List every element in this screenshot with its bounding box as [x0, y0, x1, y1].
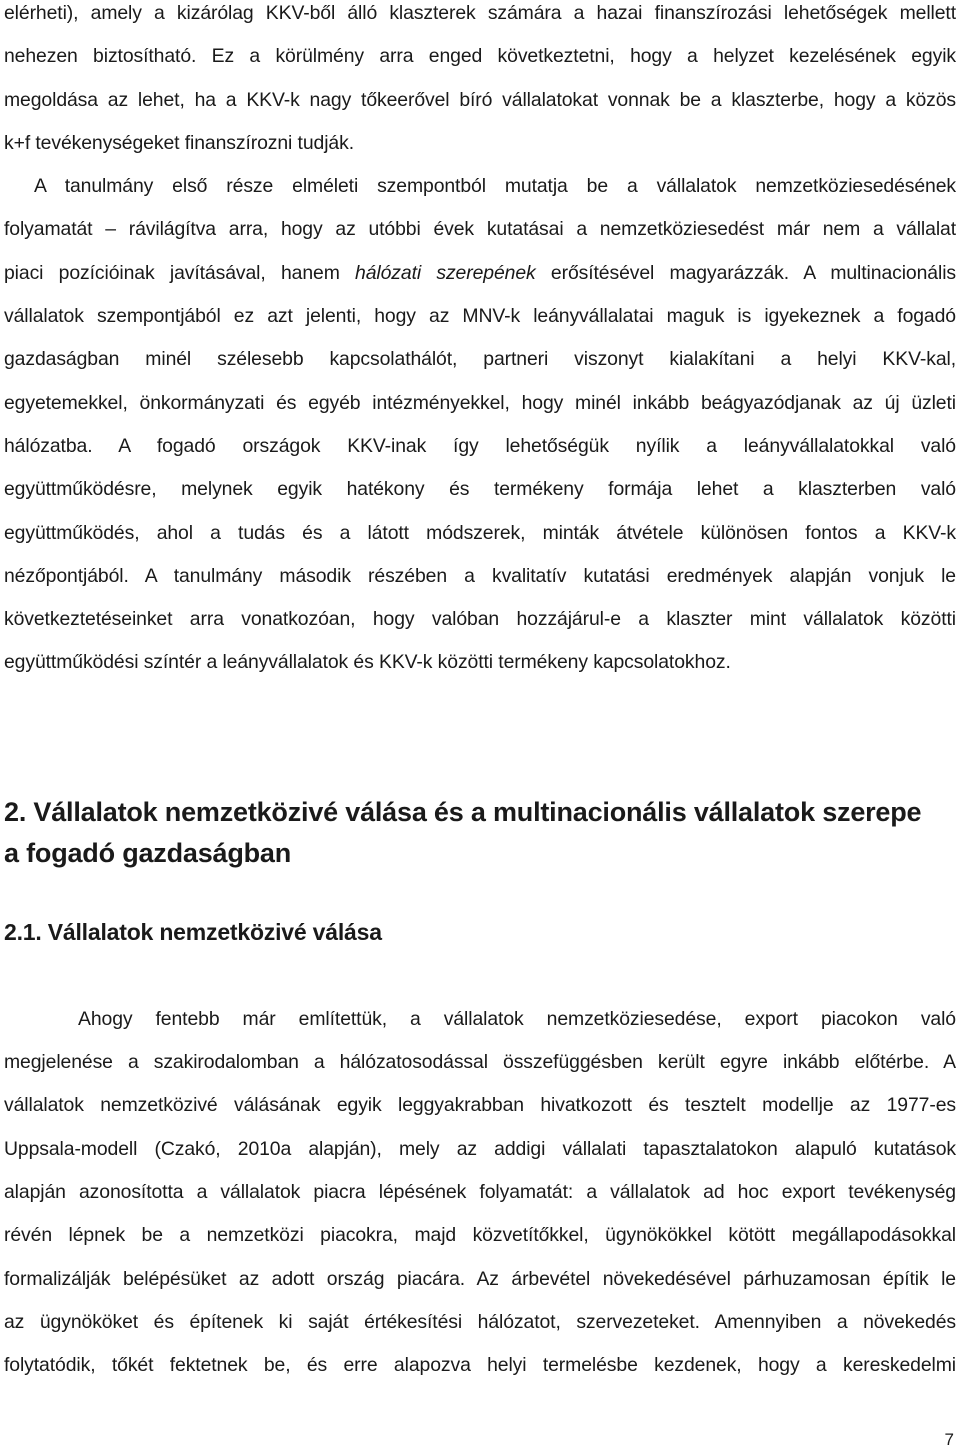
text-line: hálózatba. A fogadó országok KKV-inak így lehetőségük nyílik a leányvállalatokkal való: [4, 434, 956, 457]
document-page: [4, 0, 956, 1387]
text-line: megoldása az lehet, ha a KKV-k nagy tőkeerővel bíró vállalatokat vonnak be a klaszterbe, hogy a közös: [4, 88, 956, 111]
paragraph-intro-end: [4, 0, 956, 165]
text-line: révén lépnek be a nemzetközi piacokra, majd közvetítőkkel, ügynökökkel kötött megállapodásokkal: [4, 1224, 956, 1247]
text-segment: piaci pozícióinak javításával, hanem: [4, 261, 356, 284]
text-line: A tanulmány első része elméleti szempontból mutatja be a vállalatok nemzetköziesedésének: [34, 175, 956, 198]
text-line: gazdaságban minél szélesebb kapcsolathálót, partneri viszonyt kialakítani a helyi KKV-kal,: [4, 348, 956, 371]
text-segment: erősítésével magyarázzák. A multinacionális: [535, 261, 956, 284]
text-line: megjelenése a szakirodalomban a hálózatosodással összefüggésben került egyre inkább előtérbe. A: [4, 1051, 956, 1074]
text-line: együttműködésre, melynek egyik hatékony és termékeny formája lehet a klaszterben való: [4, 478, 956, 501]
text-line-with-italic: [4, 252, 956, 295]
text-line: Ahogy fentebb már említettük, a vállalatok nemzetköziesedése, export piacokon való: [78, 1007, 956, 1030]
text-line: vállalatok nemzetközivé válásának egyik leggyakrabban hivatkozott és tesztelt modellje az 1977-es: [4, 1094, 956, 1117]
text-line: együttműködési színtér a leányvállalatok és KKV-k közötti termékeny kapcsolatokhoz.: [4, 651, 731, 674]
text-line: következtetéseinket arra vonatkozóan, hogy valóban hozzájárul-e a klaszter mint vállalatok közötti: [4, 608, 956, 631]
text-line: vállalatok szempontjából ez azt jelenti, hogy az MNV-k leányvállalatai maguk is igyekeznek a fogadó: [4, 305, 956, 328]
paragraph-study-overview: [4, 165, 956, 685]
page-number: 7: [944, 1430, 954, 1449]
text-line: folyamatát – rávilágítva arra, hogy az utóbbi évek kutatásai a nemzetköziesedést már nem a vállalat: [4, 218, 956, 241]
text-line: k+f tevékenységeket finanszírozni tudják.: [4, 131, 354, 154]
paragraph-uppsala-model: [4, 998, 956, 1388]
section-heading-line: a fogadó gazdaságban: [4, 837, 292, 868]
text-line: folytatódik, tőkét fektetnek be, és erre alapozva helyi termelésbe kezdenek, hogy a kereskedelmi: [4, 1354, 956, 1377]
text-line: alapján azonosította a vállalatok piacra lépésének folyamatát: a vállalatok ad hoc export tevékenység: [4, 1180, 956, 1203]
section-heading-line: 2. Vállalatok nemzetközivé válása és a multinacionális vállalatok szerepe: [4, 796, 922, 827]
text-line: az ügynököket és építenek ki saját értékesítési hálózatot, szervezeteket. Amennyiben a növekedés: [4, 1310, 956, 1333]
text-line: elérheti), amely a kizárólag KKV-ből álló klaszterek számára a hazai finanszírozási lehetőségek mellett: [4, 2, 956, 24]
section-heading: [4, 792, 956, 874]
text-line: nehezen biztosítható. Ez a körülmény arra enged következtetni, hogy a helyzet kezelésének egyik: [4, 45, 956, 68]
text-line: egyetemekkel, önkormányzati és egyéb intézményekkel, hogy minél inkább beágyazódjanak az új üzleti: [4, 391, 956, 414]
text-line: formalizálják belépésüket az adott ország piacára. Az árbevétel növekedésével párhuzamosan építik le: [4, 1267, 956, 1290]
text-line: nézőpontjából. A tanulmány második részében a kvalitatív kutatási eredmények alapján vonjuk le: [4, 564, 956, 587]
text-line: Uppsala-modell (Czakó, 2010a alapján), mely az addigi vállalati tapasztalatokon alapuló kutatások: [4, 1137, 956, 1160]
text-line: együttműködés, ahol a tudás és a látott módszerek, minták átvétele különösen fontos a KKV-k: [4, 521, 956, 544]
italic-phrase: hálózati szerepének: [355, 261, 536, 284]
subsection-heading: 2.1. Vállalatok nemzetközivé válása: [4, 918, 382, 945]
